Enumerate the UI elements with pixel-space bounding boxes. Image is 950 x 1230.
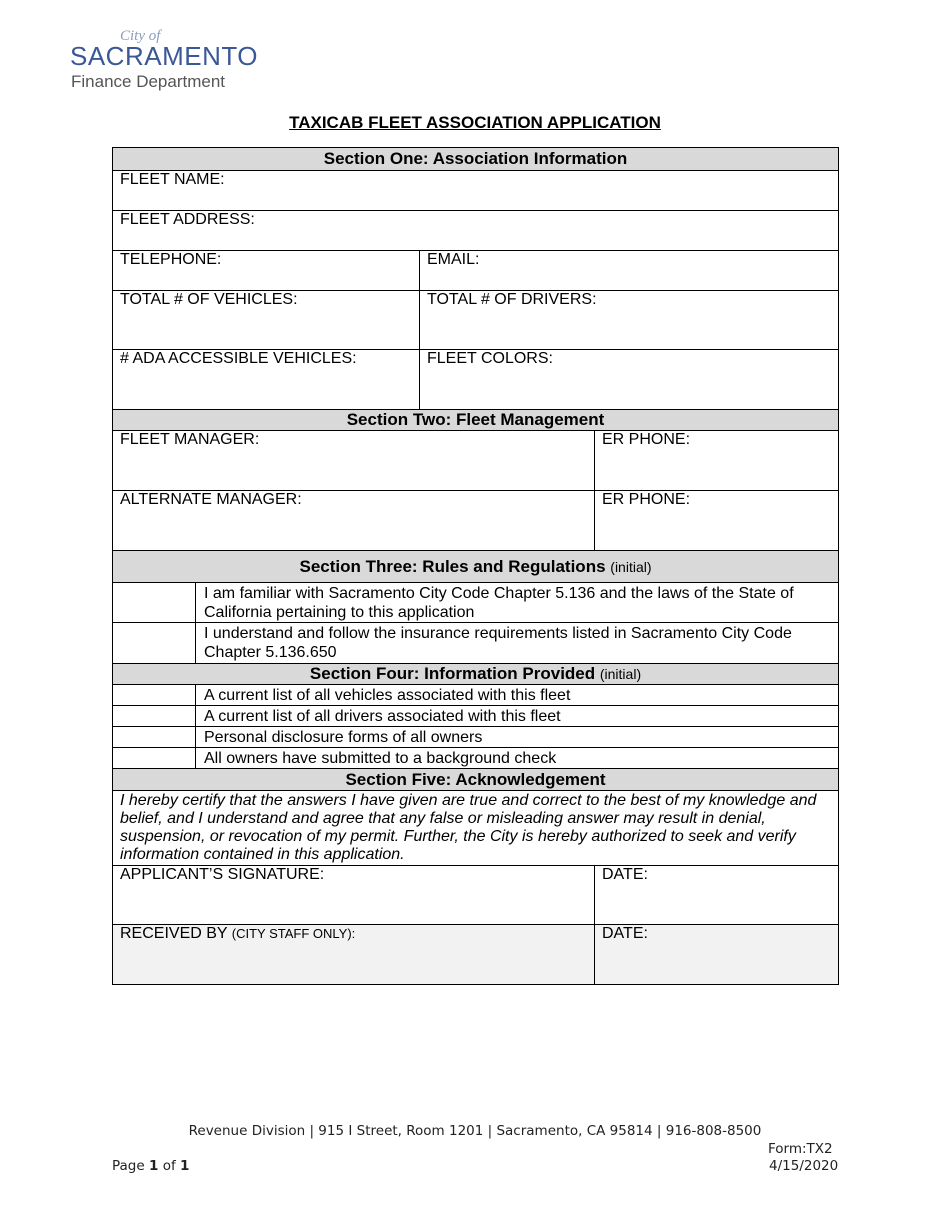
received-date-label: DATE: xyxy=(602,925,648,942)
info-item-2: A current list of all drivers associated with this fleet xyxy=(196,706,839,727)
initial-box-info-3[interactable] xyxy=(113,727,196,748)
er-phone-label-2: ER PHONE: xyxy=(602,491,691,508)
section-four-title: Section Four: Information Provided xyxy=(309,664,596,683)
telephone-field[interactable] xyxy=(113,251,420,291)
section-four-heading xyxy=(113,664,839,685)
logo-department: Finance Department xyxy=(71,72,226,91)
section-three-note: (initial) xyxy=(610,558,652,575)
alternate-manager-field[interactable] xyxy=(113,491,595,551)
city-logo xyxy=(70,28,258,98)
initial-box-info-2[interactable] xyxy=(113,706,196,727)
ada-vehicles-label: # ADA ACCESSIBLE VEHICLES: xyxy=(120,350,357,367)
page-of: of xyxy=(162,1158,176,1174)
signature-date-label: DATE: xyxy=(602,866,648,883)
page-current: 1 xyxy=(148,1158,159,1174)
email-field[interactable] xyxy=(420,251,839,291)
total-drivers-label: TOTAL # OF DRIVERS: xyxy=(427,291,597,308)
er-phone-field-2[interactable] xyxy=(595,491,839,551)
alternate-manager-label: ALTERNATE MANAGER: xyxy=(120,491,302,508)
received-by-note: (CITY STAFF ONLY): xyxy=(231,926,356,941)
info-item-3: Personal disclosure forms of all owners xyxy=(196,727,839,748)
total-vehicles-field[interactable] xyxy=(113,291,420,350)
initial-box-info-4[interactable] xyxy=(113,748,196,769)
total-drivers-field[interactable] xyxy=(420,291,839,350)
received-date-field[interactable] xyxy=(595,925,839,985)
section-five-heading: Section Five: Acknowledgement xyxy=(113,769,839,791)
initial-box-rules-1[interactable] xyxy=(113,583,196,623)
logo-name: SACRAMENTO xyxy=(70,41,258,71)
section-one-heading: Section One: Association Information xyxy=(113,148,839,171)
initial-box-rules-2[interactable] xyxy=(113,623,196,664)
logo-city-of: City of xyxy=(120,28,161,44)
signature-date-field[interactable] xyxy=(595,866,839,925)
info-item-4: All owners have submitted to a background check xyxy=(196,748,839,769)
section-two-heading: Section Two: Fleet Management xyxy=(113,410,839,431)
fleet-colors-field[interactable] xyxy=(420,350,839,410)
form-title: TAXICAB FLEET ASSOCIATION APPLICATION xyxy=(289,113,661,132)
applicant-signature-field[interactable] xyxy=(113,866,595,925)
footer-revision-date: 4/15/2020 xyxy=(769,1158,839,1174)
fleet-manager-label: FLEET MANAGER: xyxy=(120,431,260,448)
footer-form-number: Form:TX2 xyxy=(768,1141,833,1157)
received-by-field[interactable] xyxy=(113,925,595,985)
fleet-colors-label: FLEET COLORS: xyxy=(427,350,553,367)
total-vehicles-label: TOTAL # OF VEHICLES: xyxy=(120,291,298,308)
email-label: EMAIL: xyxy=(427,251,480,268)
er-phone-label-1: ER PHONE: xyxy=(602,431,691,448)
fleet-address-label: FLEET ADDRESS: xyxy=(120,211,255,228)
ada-vehicles-field[interactable] xyxy=(113,350,420,410)
footer-page-number xyxy=(112,1158,189,1174)
telephone-label: TELEPHONE: xyxy=(120,251,222,268)
footer-address: Revenue Division | 915 I Street, Room 1201 | Sacramento, CA 95814 | 916-808-8500 xyxy=(188,1123,762,1139)
rules-item-2: I understand and follow the insurance requirements listed in Sacramento City Code Chapter 5.136.650 xyxy=(196,623,839,664)
applicant-signature-label: APPLICANT’S SIGNATURE: xyxy=(120,866,325,883)
fleet-name-label: FLEET NAME: xyxy=(120,171,225,188)
received-by-label: RECEIVED BY xyxy=(120,925,228,942)
fleet-manager-field[interactable] xyxy=(113,431,595,491)
fleet-name-field[interactable] xyxy=(113,171,839,211)
er-phone-field-1[interactable] xyxy=(595,431,839,491)
section-three-title: Section Three: Rules and Regulations xyxy=(299,556,606,576)
rules-item-1: I am familiar with Sacramento City Code Chapter 5.136 and the laws of the State of California pertaining to this application xyxy=(196,583,839,623)
info-item-1: A current list of all vehicles associated with this fleet xyxy=(196,685,839,706)
page-total: 1 xyxy=(180,1158,190,1174)
section-three-heading xyxy=(113,551,839,583)
page-label: Page xyxy=(112,1158,145,1174)
certification-statement: I hereby certify that the answers I have given are true and correct to the best of my knowledge and belief, and I understand and agree that any false or misleading answer may result in denial, suspension, or revocation of my permit. Further, the City is hereby authorized to seek and verify information contained in this application. xyxy=(113,791,839,866)
fleet-address-field[interactable] xyxy=(113,211,839,251)
initial-box-info-1[interactable] xyxy=(113,685,196,706)
section-four-note: (initial) xyxy=(599,666,642,682)
application-form xyxy=(112,147,839,985)
